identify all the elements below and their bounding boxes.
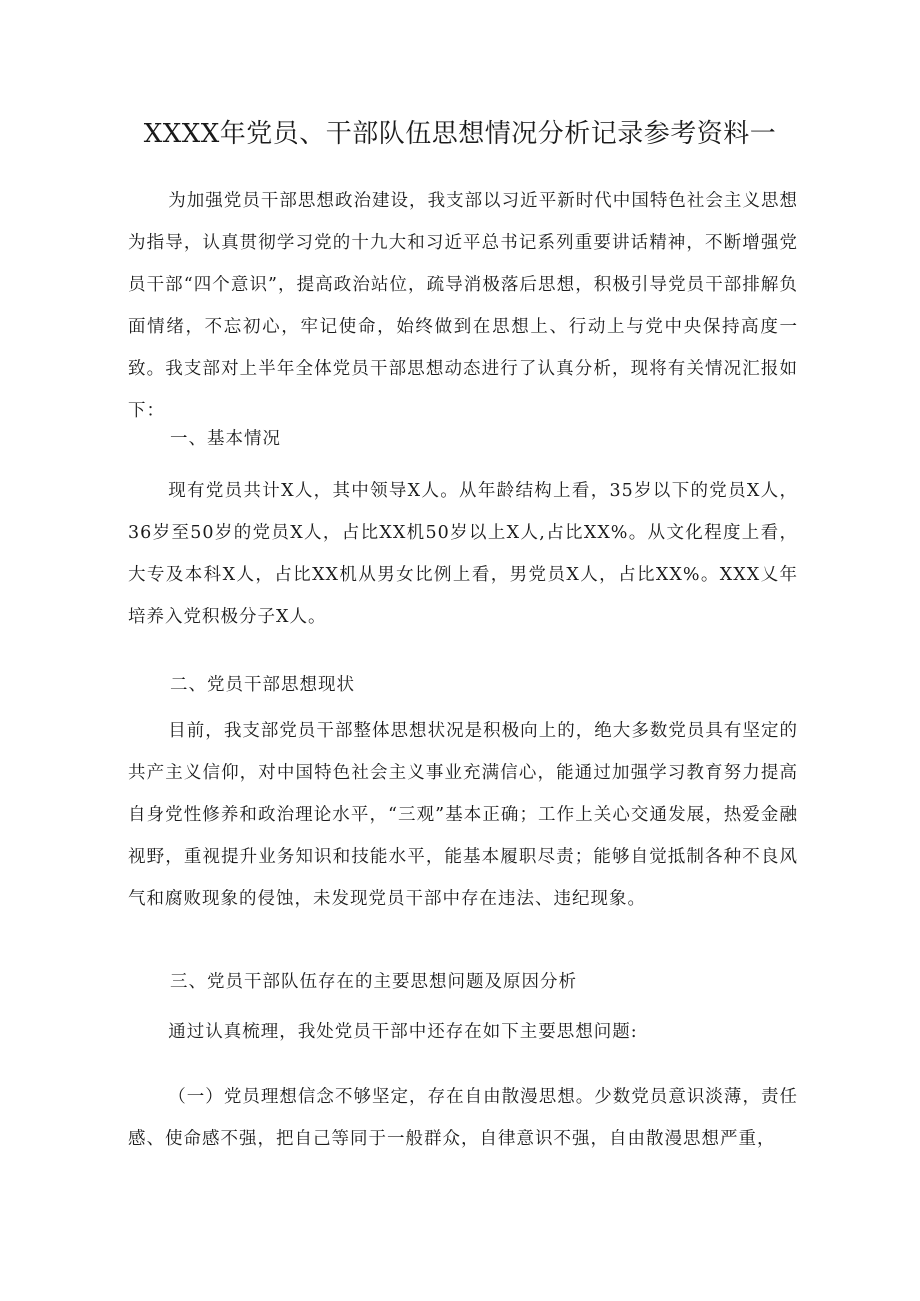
current-thinking-paragraph: 目前，我支部党员干部整体思想状况是积极向上的，绝大多数党员具有坚定的共产主义信仰，对中国特色社会主义事业充满信心，能通过加强学习教育努力提高自身党性修养和政治理论水平，“三观”基本正确；工作上关心交通发展，热爱金融视野，重视提升业务知识和技能水平，能基本履职尽责；能够自觉抵制各种不良风气和腐败现象的侵蚀，未发现党员干部中存在违法、违纪现象。	[128, 721, 798, 909]
main-problems-intro: 通过认真梳理，我处党员干部中还存在如下主要思想问题:	[168, 1022, 638, 1042]
section-heading-main-problems: 三、党员干部队伍存在的主要思想问题及原因分析	[170, 972, 577, 992]
document-title: XXXX年党员、干部队伍思想情况分析记录参考资料一	[143, 119, 777, 149]
intro-paragraph: 为加强党员干部思想政治建设，我支部以习近平新时代中国特色社会主义思想为指导，认真贯彻学习党的十九大和习近平总书记系列重要讲话精神，不断增强党员干部“四个意识”，提高政治站位，疏导消极落后思想，积极引导党员干部排解负面情绪，不忘初心，牢记使命，始终做到在思想上、行动上与党中央保持高度一致。我支部对上半年全体党员干部思想动态进行了认真分析，现将有关情况汇报如下：	[128, 191, 798, 421]
basic-info-paragraph: 现有党员共计X人，其中领导X人。从年龄结构上看，35岁以下的党员X人，36岁至50岁的党员X人，占比XX机50岁以上X人,占比XX%。从文化程度上看，大专及本科X人，占比XX机从男女比例上看，男党员X人，占比XX%。XXX乂年培养入党积极分子X人。	[128, 481, 798, 627]
section-heading-current-thinking: 二、党员干部思想现状	[170, 675, 355, 695]
section-heading-basic-info: 一、基本情况	[170, 429, 281, 449]
problem-item-1: （一）党员理想信念不够坚定，存在自由散漫思想。少数党员意识淡薄，责任感、使命感不强，把自己等同于一般群众，自律意识不强，自由散漫思想严重，	[128, 1087, 798, 1149]
